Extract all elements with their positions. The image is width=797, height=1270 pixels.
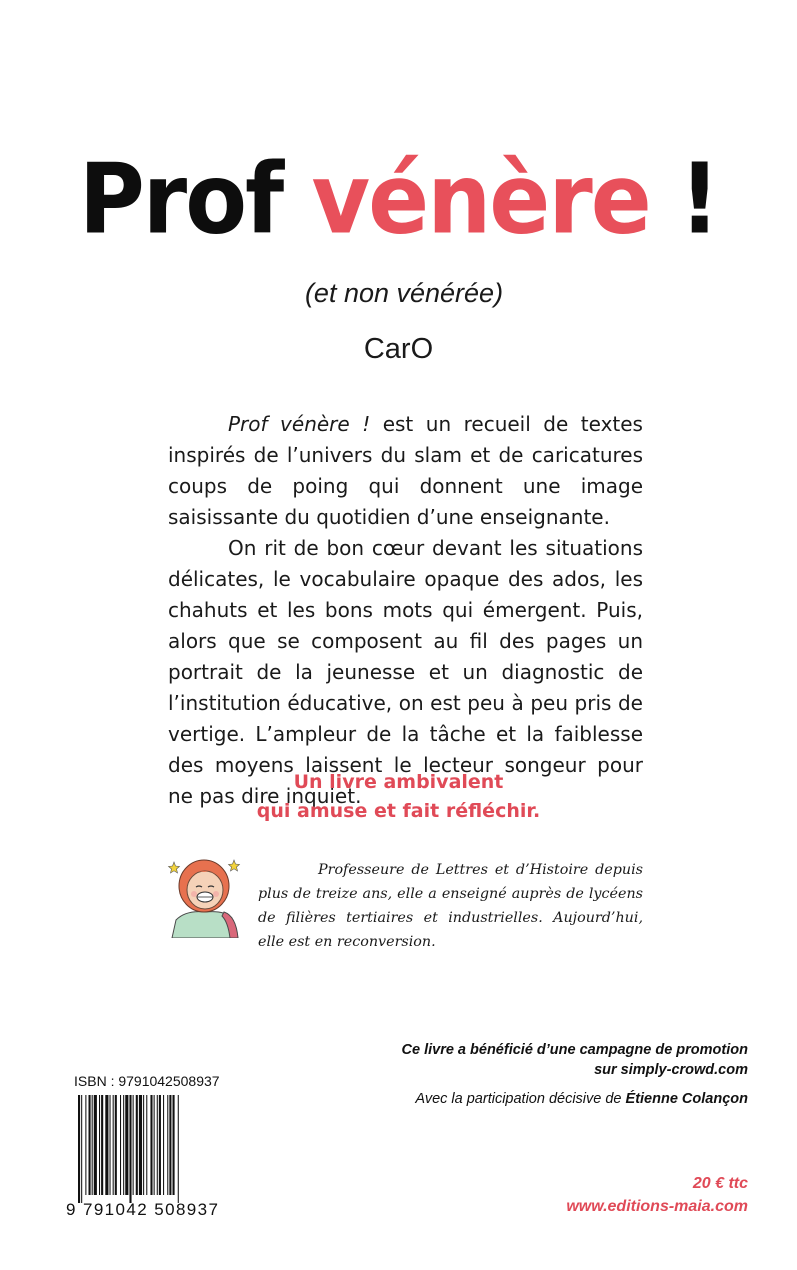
barcode-bar bbox=[133, 1095, 134, 1195]
barcode-bar bbox=[115, 1095, 117, 1195]
participation-name: Étienne Colançon bbox=[625, 1091, 748, 1107]
barcode-bar bbox=[154, 1095, 155, 1195]
barcode-bar bbox=[99, 1095, 100, 1195]
barcode-bar bbox=[120, 1095, 121, 1195]
barcode-bar bbox=[143, 1095, 144, 1195]
synopsis bbox=[168, 409, 643, 812]
book-title bbox=[0, 142, 797, 257]
participation-prefix: Avec la participation décisive de bbox=[415, 1091, 626, 1107]
barcode-bar bbox=[94, 1095, 97, 1195]
synopsis-paragraph-2: On rit de bon cœur devant les situations délicates, le vocabulaire opaque des ados, les chahuts et les bons mots qui émergent. Puis, alors que se composent au fil des pages un portrait de la jeunesse et un diagnostic de l’institution éducative, on est peu à peu pris de vertige. L’ampleur de la tâche et la faiblesse des moyens laissent le lecteur songeur pour ne pas dire inquiet. bbox=[168, 536, 643, 808]
barcode-bar bbox=[146, 1095, 147, 1195]
barcode-bar bbox=[105, 1095, 108, 1195]
synopsis-paragraph-1 bbox=[168, 409, 643, 533]
author-avatar-illustration bbox=[166, 856, 244, 938]
barcode-bar bbox=[129, 1095, 131, 1203]
barcode-bar bbox=[163, 1095, 164, 1195]
barcode-bar bbox=[78, 1095, 80, 1203]
barcode-bar bbox=[101, 1095, 103, 1195]
barcode-bar bbox=[110, 1095, 111, 1195]
barcode-bar bbox=[81, 1095, 82, 1203]
synopsis-paragraph-1-text: est un recueil de textes inspirés de l’univers du slam et de caricatures coups de poing qui donnent une image saisissante du quotidien d’une enseignante. bbox=[168, 412, 643, 529]
price: 20 € ttc bbox=[692, 1175, 748, 1192]
barcode-bar bbox=[167, 1095, 168, 1195]
barcode-bar bbox=[157, 1095, 158, 1195]
title-exclamation: ! bbox=[649, 142, 719, 257]
barcode-bars bbox=[78, 1095, 179, 1203]
barcode-bar bbox=[125, 1095, 128, 1195]
participation-credit bbox=[415, 1091, 748, 1107]
barcode-bar bbox=[92, 1095, 93, 1195]
barcode-bar bbox=[136, 1095, 138, 1195]
barcode-bar bbox=[139, 1095, 142, 1195]
tagline-line-2: qui amuse et fait réfléchir. bbox=[256, 800, 541, 822]
barcode-bar bbox=[178, 1095, 179, 1203]
publisher-website: www.editions-maia.com bbox=[566, 1198, 748, 1215]
barcode-digits: 9 791042 508937 bbox=[66, 1200, 220, 1217]
isbn-label: ISBN : 9791042508937 bbox=[74, 1073, 220, 1089]
barcode-bar bbox=[159, 1095, 161, 1195]
title-venere: vénère bbox=[311, 142, 650, 257]
author-bio bbox=[258, 858, 643, 954]
barcode-bar bbox=[113, 1095, 114, 1195]
barcode-bar bbox=[169, 1095, 171, 1195]
barcode-bar bbox=[123, 1095, 124, 1195]
title-prof: Prof bbox=[78, 142, 312, 257]
promotion-line-2: sur simply-crowd.com bbox=[594, 1062, 748, 1078]
promotion-line-1: Ce livre a bénéficié d’une campagne de promotion bbox=[401, 1042, 748, 1058]
barcode-bar bbox=[150, 1095, 152, 1195]
barcode-bar bbox=[85, 1095, 86, 1195]
promotion-notice bbox=[402, 1040, 748, 1080]
barcode bbox=[66, 1095, 228, 1217]
author-name: CarO bbox=[363, 333, 434, 365]
tagline-line-1: Un livre ambivalent bbox=[293, 771, 504, 793]
synopsis-title-ref: Prof vénère ! bbox=[228, 412, 371, 436]
tagline bbox=[0, 768, 797, 826]
barcode-bar bbox=[173, 1095, 175, 1195]
barcode-bar bbox=[89, 1095, 91, 1195]
book-subtitle: (et non vénérée) bbox=[304, 278, 504, 308]
author-bio-text: Professeure de Lettres et d’Histoire depuis plus de treize ans, elle a enseigné auprès de lycéens de filières tertiaires et industrielles. Aujourd’hui, elle est en reconversion. bbox=[258, 862, 643, 950]
